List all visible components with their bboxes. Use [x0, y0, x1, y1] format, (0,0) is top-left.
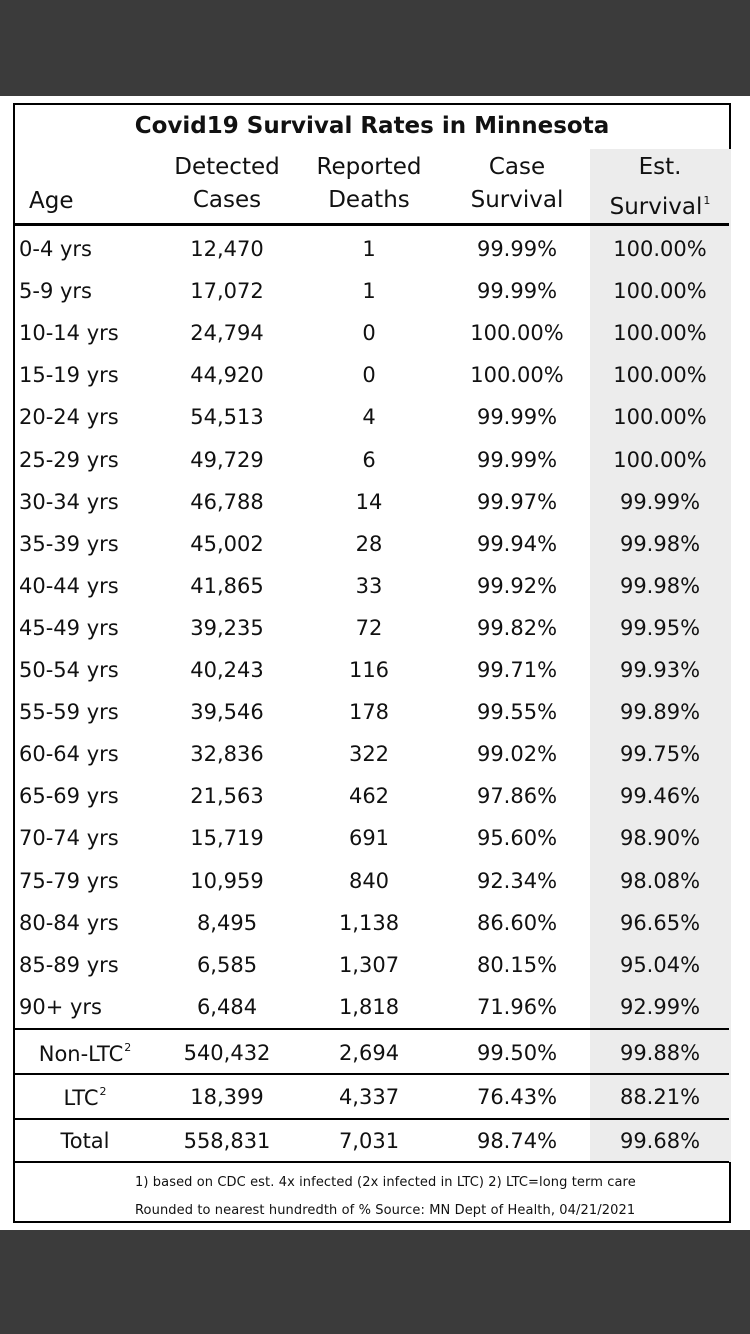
reported-deaths-cell: 1,307: [338, 952, 400, 977]
age-cell: 75-79 yrs: [19, 868, 119, 893]
table-row: [15, 692, 729, 734]
detected-cases-cell: 18,399: [190, 1085, 264, 1109]
est-survival-cell: 99.98%: [619, 531, 701, 556]
case-survival-cell: 76.43%: [476, 1085, 558, 1109]
detected-cases-cell: 6,585: [196, 952, 258, 977]
reported-deaths-cell: 691: [348, 826, 390, 851]
detected-cases-cell: 39,235: [190, 615, 264, 640]
table-row: [15, 524, 729, 566]
header-est-survival: Est. Survival$^1$: [609, 154, 711, 220]
table-title: Covid19 Survival Rates in Minnesota: [134, 113, 610, 139]
est-survival-cell: 99.68%: [619, 1129, 701, 1153]
table-row: [15, 734, 729, 776]
age-cell: 65-69 yrs: [19, 784, 119, 809]
summary-row: [15, 1121, 729, 1163]
header-divider: [15, 223, 729, 226]
age-cell: 80-84 yrs: [19, 910, 119, 935]
footnote-line-1: 1) based on CDC est. 4x infected (2x infected in LTC) 2) LTC=long term care: [135, 1175, 636, 1190]
case-survival-cell: 99.99%: [476, 447, 558, 472]
est-survival-cell: 95.04%: [619, 952, 701, 977]
summary-label-cell: [25, 1041, 145, 1066]
table-row: [15, 818, 729, 860]
est-survival-cell: 99.99%: [619, 489, 701, 514]
case-survival-cell: 99.55%: [476, 700, 558, 725]
detected-cases-cell: 21,563: [190, 784, 264, 809]
case-survival-cell: 99.94%: [476, 531, 558, 556]
reported-deaths-cell: 462: [348, 784, 390, 809]
detected-cases-cell: 45,002: [190, 531, 264, 556]
age-cell: 35-39 yrs: [19, 531, 119, 556]
age-cell: 90+ yrs: [19, 994, 102, 1019]
case-survival-cell: 80.15%: [476, 952, 558, 977]
header-detected-cases: Detected Cases: [174, 154, 280, 213]
header-age: Age: [29, 188, 74, 214]
table-row: [15, 355, 729, 397]
est-survival-cell: 92.99%: [619, 994, 701, 1019]
est-survival-cell: 100.00%: [613, 405, 707, 430]
reported-deaths-cell: 14: [355, 489, 383, 514]
case-survival-cell: 98.74%: [476, 1129, 558, 1153]
reported-deaths-cell: 322: [348, 742, 390, 767]
detected-cases-cell: 39,546: [190, 700, 264, 725]
detected-cases-cell: 44,920: [190, 363, 264, 388]
footnote-line-2: Rounded to nearest hundredth of % Source: MN Dept of Health, 04/21/2021: [135, 1203, 636, 1218]
table-row: [15, 271, 729, 313]
bottom-dark-band: [0, 1230, 750, 1334]
reported-deaths-cell: 7,031: [338, 1129, 400, 1153]
age-cell: 70-74 yrs: [19, 826, 119, 851]
reported-deaths-cell: 1,818: [338, 994, 400, 1019]
age-cell: 50-54 yrs: [19, 658, 119, 682]
age-cell: 15-19 yrs: [19, 363, 119, 388]
case-survival-cell: 92.34%: [476, 868, 558, 893]
top-dark-band: [0, 0, 750, 96]
detected-cases-cell: 15,719: [190, 826, 264, 851]
est-survival-cell: 99.75%: [619, 742, 701, 767]
case-survival-cell: 99.99%: [476, 237, 558, 261]
est-survival-cell: 100.00%: [613, 363, 707, 388]
reported-deaths-cell: 4: [362, 405, 376, 430]
reported-deaths-cell: 0: [362, 363, 376, 388]
table-row: [15, 313, 729, 355]
case-survival-cell: 99.50%: [476, 1041, 558, 1065]
detected-cases-cell: 46,788: [190, 489, 264, 514]
case-survival-cell: 86.60%: [476, 910, 558, 935]
table-row: [15, 482, 729, 524]
table-image: [0, 96, 750, 1230]
age-cell: 30-34 yrs: [19, 489, 119, 514]
summary-divider-1: [15, 1028, 729, 1030]
age-cell: 10-14 yrs: [19, 321, 119, 346]
case-survival-cell: 71.96%: [476, 994, 558, 1019]
summary-row: [15, 1033, 729, 1075]
table-row: [15, 903, 729, 945]
table-row: [15, 608, 729, 650]
survival-table: [13, 103, 731, 1223]
detected-cases-cell: 24,794: [190, 321, 264, 346]
summary-label-cell: [25, 1085, 145, 1110]
age-cell: 45-49 yrs: [19, 615, 119, 640]
detected-cases-cell: 41,865: [190, 573, 264, 598]
age-cell: 25-29 yrs: [19, 447, 119, 472]
case-survival-cell: 99.99%: [476, 279, 558, 304]
table-row: [15, 861, 729, 903]
detected-cases-cell: 8,495: [196, 910, 258, 935]
detected-cases-cell: 49,729: [190, 447, 264, 472]
table-row: [15, 776, 729, 818]
case-survival-cell: 100.00%: [470, 321, 564, 346]
detected-cases-cell: 12,470: [190, 237, 264, 261]
est-survival-cell: 98.08%: [619, 868, 701, 893]
table-row: [15, 440, 729, 482]
est-survival-cell: 88.21%: [619, 1085, 701, 1109]
summary-label: LTC: [63, 1086, 99, 1110]
est-survival-cell: 100.00%: [613, 279, 707, 304]
reported-deaths-cell: 840: [348, 868, 390, 893]
reported-deaths-cell: 28: [355, 531, 383, 556]
age-cell: 20-24 yrs: [19, 405, 119, 430]
case-survival-cell: 100.00%: [470, 363, 564, 388]
case-survival-cell: 99.92%: [476, 573, 558, 598]
est-survival-cell: 99.98%: [619, 573, 701, 598]
age-cell: 5-9 yrs: [19, 279, 92, 304]
est-survival-cell: 96.65%: [619, 910, 701, 935]
est-survival-cell: 98.90%: [619, 826, 701, 851]
reported-deaths-cell: 0: [362, 321, 376, 346]
reported-deaths-cell: 1,138: [338, 910, 400, 935]
detected-cases-cell: 54,513: [190, 405, 264, 430]
header-case-survival: Case Survival: [470, 154, 564, 213]
reported-deaths-cell: 6: [362, 447, 376, 472]
header-reported-deaths: Reported Deaths: [316, 154, 422, 213]
table-row: [15, 945, 729, 987]
detected-cases-cell: 540,432: [183, 1041, 271, 1065]
summary-row: [15, 1077, 729, 1119]
table-row: [15, 987, 729, 1029]
reported-deaths-cell: 33: [355, 573, 383, 598]
footnote-marker: 2: [99, 1085, 107, 1098]
detected-cases-cell: 17,072: [190, 279, 264, 304]
age-cell: 55-59 yrs: [19, 700, 119, 725]
case-survival-cell: 99.82%: [476, 615, 558, 640]
table-row: [15, 229, 729, 271]
case-survival-cell: 99.71%: [476, 658, 558, 682]
detected-cases-cell: 32,836: [190, 742, 264, 767]
reported-deaths-cell: 116: [348, 658, 390, 682]
age-cell: 60-64 yrs: [19, 742, 119, 767]
detected-cases-cell: 40,243: [190, 658, 264, 682]
case-survival-cell: 99.99%: [476, 405, 558, 430]
age-cell: 0-4 yrs: [19, 237, 92, 261]
table-row: [15, 566, 729, 608]
est-survival-cell: 100.00%: [613, 237, 707, 261]
detected-cases-cell: 10,959: [190, 868, 264, 893]
case-survival-cell: 95.60%: [476, 826, 558, 851]
age-cell: 85-89 yrs: [19, 952, 119, 977]
reported-deaths-cell: 1: [362, 237, 376, 261]
reported-deaths-cell: 178: [348, 700, 390, 725]
est-survival-cell: 99.46%: [619, 784, 701, 809]
case-survival-cell: 99.97%: [476, 489, 558, 514]
est-survival-cell: 100.00%: [613, 447, 707, 472]
summary-label: Total: [60, 1129, 110, 1153]
case-survival-cell: 97.86%: [476, 784, 558, 809]
case-survival-cell: 99.02%: [476, 742, 558, 767]
est-survival-cell: 99.95%: [619, 615, 701, 640]
summary-label: Non-LTC: [38, 1042, 124, 1066]
detected-cases-cell: 558,831: [183, 1129, 271, 1153]
est-survival-cell: 99.88%: [619, 1041, 701, 1065]
est-survival-cell: 99.93%: [619, 658, 701, 682]
footnote-marker: 2: [124, 1041, 132, 1054]
age-cell: 40-44 yrs: [19, 573, 119, 598]
reported-deaths-cell: 1: [362, 279, 376, 304]
reported-deaths-cell: 4,337: [338, 1085, 400, 1109]
table-row: [15, 650, 729, 692]
detected-cases-cell: 6,484: [196, 994, 258, 1019]
reported-deaths-cell: 2,694: [338, 1041, 400, 1065]
reported-deaths-cell: 72: [355, 615, 383, 640]
summary-label-cell: [25, 1129, 145, 1153]
est-survival-cell: 100.00%: [613, 321, 707, 346]
table-row: [15, 397, 729, 439]
est-survival-cell: 99.89%: [619, 700, 701, 725]
